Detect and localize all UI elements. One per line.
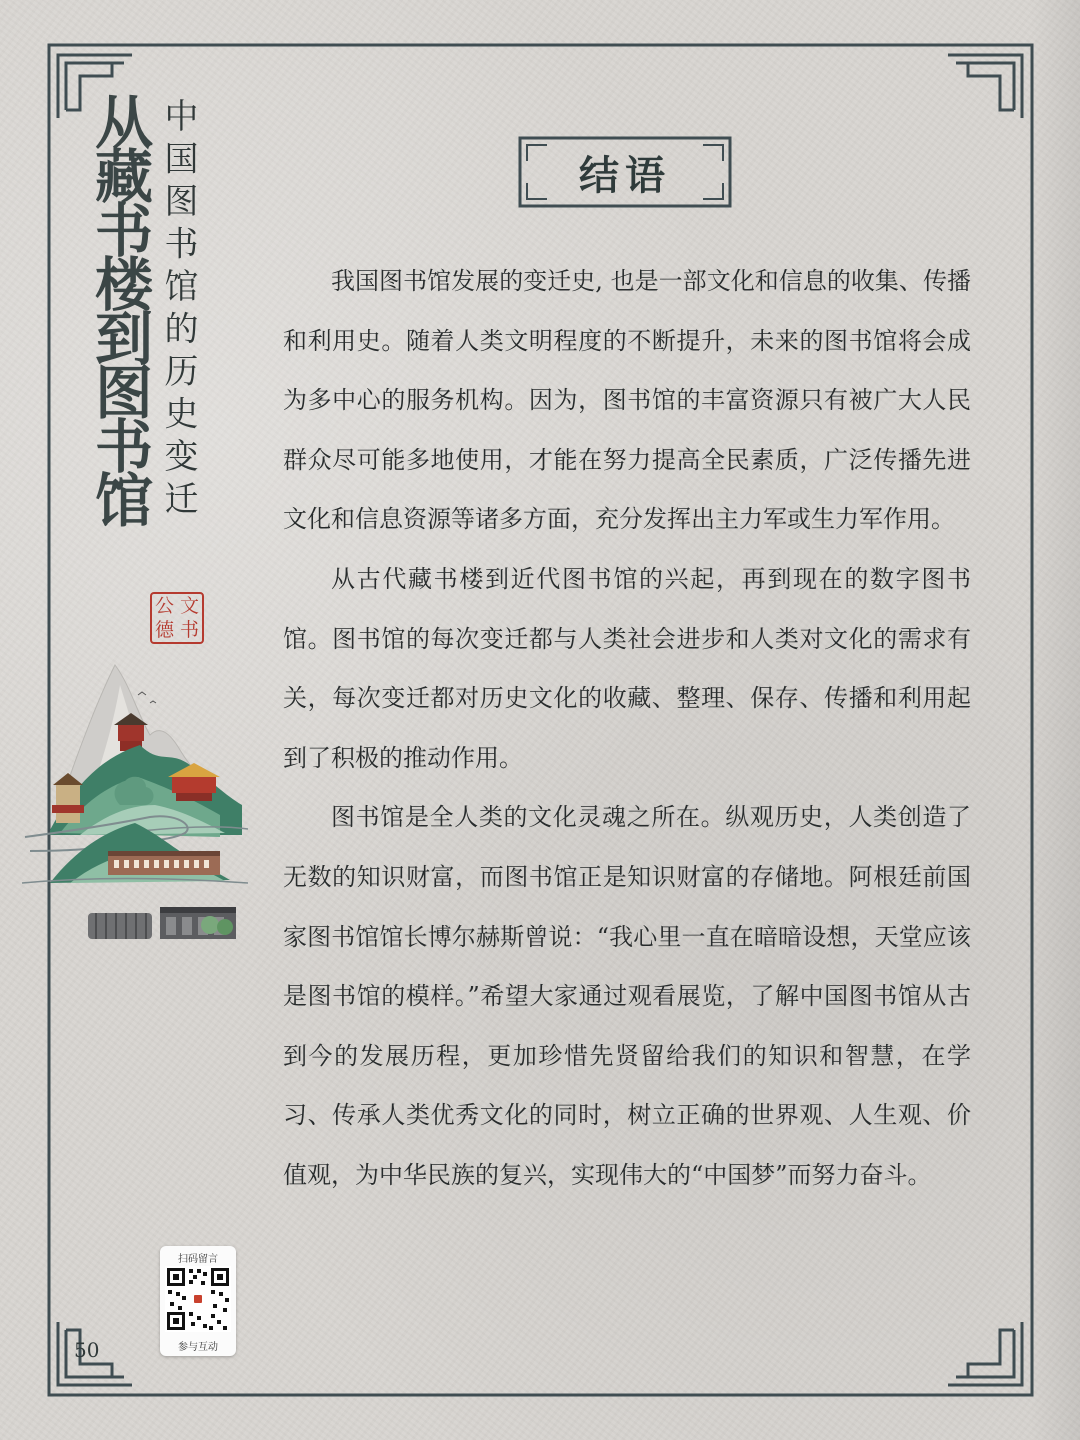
section-title: 结语 [579,151,671,199]
page-number: 50 [74,1338,100,1362]
qr-card[interactable] [160,1246,236,1356]
vertical-title: 从藏书楼到图书馆 [85,92,153,524]
section-title-box [517,135,733,209]
qr-bottom-label: 参与互动 [178,1342,218,1353]
qr-code-icon[interactable] [165,1266,231,1332]
seal-char: 文 [179,595,199,617]
paragraph: 图书馆是全人类的文化灵魂之所在。纵观历史，人类创造了无数的知识财富，而图书馆正是知识财富的存储地。阿根廷前国家图书馆馆长博尔赫斯曾说：“我心里一直在暗暗设想，天堂应该是图书馆的模样。”希望大家通过观看展览，了解中国图书馆从古到今的发展历程，更加珍惜先贤留给我们的知识和智慧，在学习、传承人类优秀文化的同时，树立正确的世界观、人生观、价值观，为中华民族的复兴，实现伟大的“中国梦”而努力奋斗。 [283,803,971,1189]
paragraph: 从古代藏书楼到近代图书馆的兴起，再到现在的数字图书馆。图书馆的每次变迁都与人类社会进步和人类对文化的需求有关，每次变迁都对历史文化的收藏、整理、保存、传播和利用起到了积极的推动作用。 [283,564,971,772]
seal-char: 书 [179,619,199,641]
paragraph: 我国图书馆发展的变迁史, 也是一部文化和信息的收集、传播和利用史。随着人类文明程度的不断提升，未来的图书馆将会成为多中心的服务机构。因为，图书馆的丰富资源只有被广大人民群众尽可能多地使用，才能在努力提高全民素质，广泛传播先进文化和信息资源等诸多方面，充分发挥出主力军或生力军作用。 [283,267,971,534]
landscape-illustration [20,655,250,945]
body-text [283,252,971,1206]
seal-char: 德 [154,619,174,641]
qr-top-label: 扫码留言 [178,1254,218,1265]
seal-char: 公 [154,595,174,617]
vertical-subtitle: 中国图书馆的历史变迁 [158,98,198,523]
red-seal-stamp [150,592,204,644]
